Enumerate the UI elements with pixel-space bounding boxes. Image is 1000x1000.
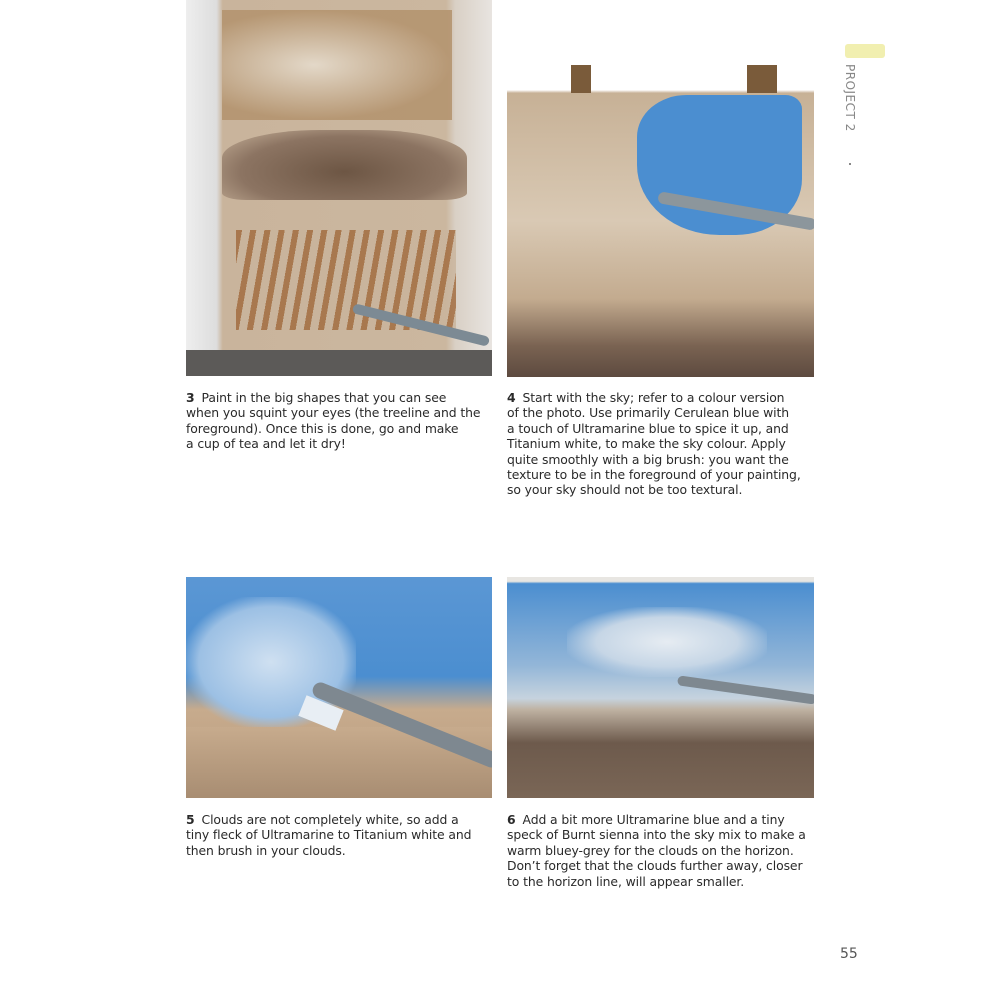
caption-line: foreground). Once this is done, go and make [186,420,459,436]
caption-line: then brush in your clouds. [186,842,346,858]
step-number: 4 [507,390,516,405]
caption-line: Start with the sky; refer to a colour version [522,390,785,405]
caption-step-6 [507,812,806,889]
photo-step-6 [507,577,814,798]
caption-line: Paint in the big shapes that you can see [201,390,447,405]
caption-line: a touch of Ultramarine blue to spice it up, and [507,420,789,436]
caption-line: quite smoothly with a big brush: you want the [507,451,789,467]
step-number: 6 [507,812,516,827]
caption-line: to the horizon line, will appear smaller. [507,873,745,889]
caption-step-3 [186,390,480,452]
caption-line: Titanium white, to make the sky colour. Apply [507,436,786,452]
step-number: 5 [186,812,195,827]
caption-line: so your sky should not be too textural. [507,482,743,498]
caption-line: tiny fleck of Ultramarine to Titanium white and [186,827,472,843]
page-number: 55 [840,946,858,962]
caption-line: texture to be in the foreground of your painting, [507,467,801,483]
divider-dot [849,163,851,165]
caption-line: speck of Burnt sienna into the sky mix to make a [507,827,806,843]
caption-line: of the photo. Use primarily Cerulean blue with [507,405,790,421]
caption-step-5 [186,812,471,858]
section-label: PROJECT 2 [843,64,857,132]
caption-line: a cup of tea and let it dry! [186,436,346,452]
photo-step-5 [186,577,492,798]
photo-step-3 [186,0,492,376]
caption-step-4 [507,390,801,498]
caption-line: when you squint your eyes (the treeline and the [186,405,481,421]
photo-step-4 [507,65,814,377]
caption-line: Don’t forget that the clouds further away, closer [507,858,803,874]
caption-line: Add a bit more Ultramarine blue and a tiny [522,812,785,827]
caption-line: Clouds are not completely white, so add a [201,812,459,827]
caption-line: warm bluey-grey for the clouds on the horizon. [507,842,794,858]
step-number: 3 [186,390,195,405]
section-highlight-tab [845,44,885,58]
